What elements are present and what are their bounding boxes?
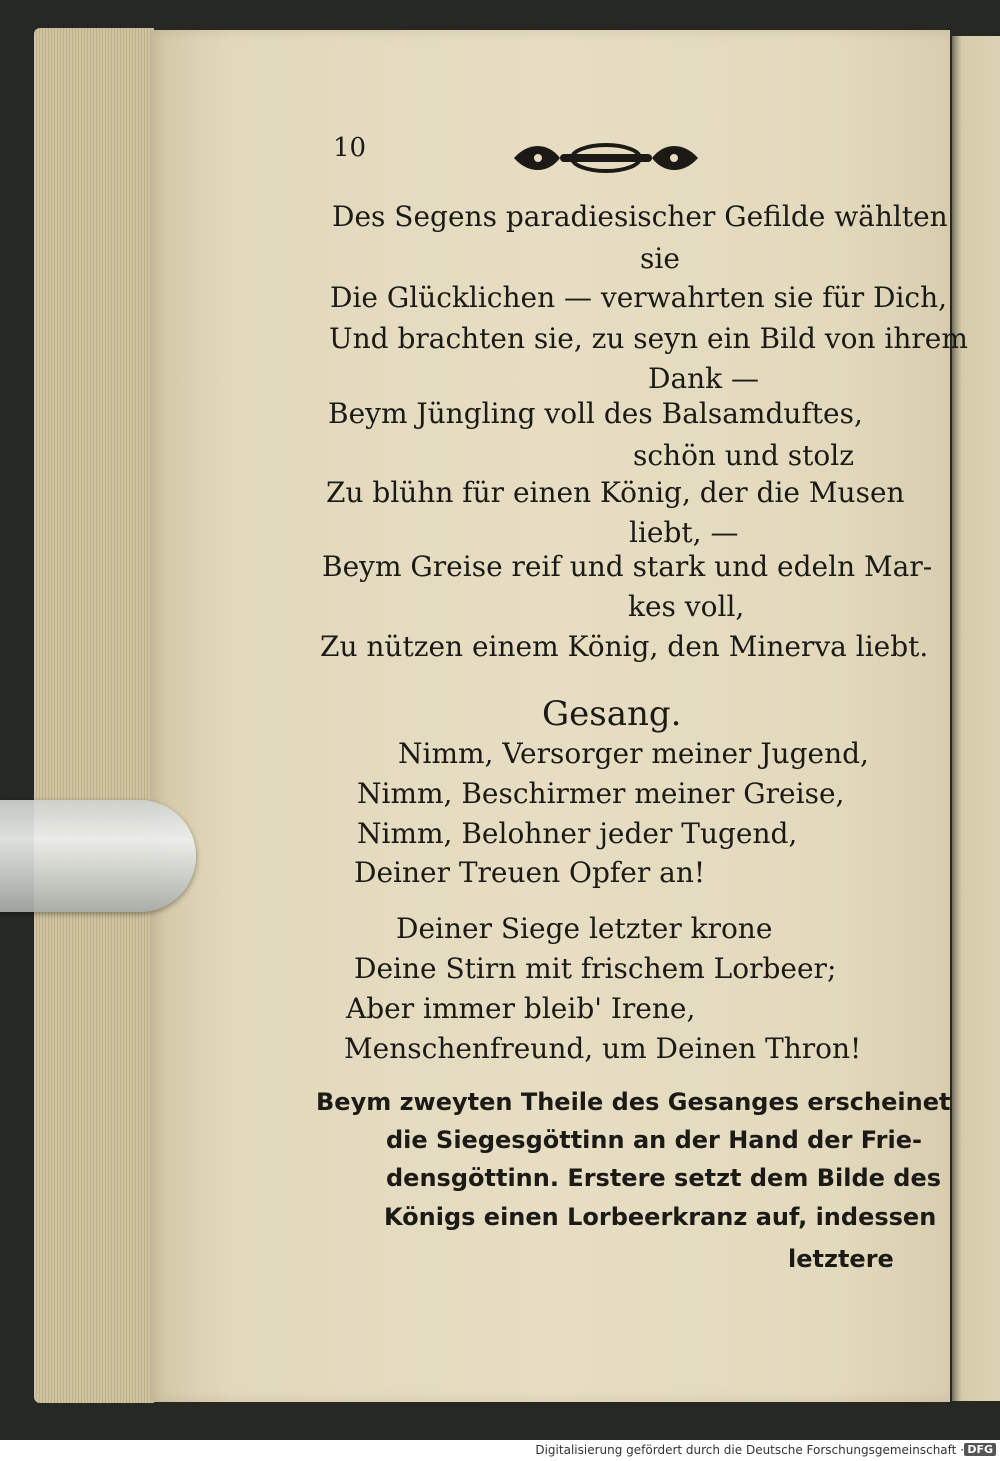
catchword: letztere: [788, 1245, 894, 1273]
text-line: Zu blühn für einen König, der die Musen: [326, 476, 905, 509]
verse-line: Nimm, Versorger meiner Jugend,: [398, 737, 869, 770]
text-line: Zu nützen einem König, den Minerva liebt.: [320, 630, 929, 663]
text-line: Die Glücklichen — verwahrten sie für Dich,: [330, 281, 948, 314]
text-line: Und brachten sie, zu seyn ein Bild von ihrem: [329, 322, 968, 355]
stage-direction-line: die Siegesgöttinn an der Hand der Frie-: [386, 1126, 922, 1154]
song-heading: Gesang.: [542, 694, 682, 734]
verse-line: Deiner Treuen Opfer an!: [354, 856, 706, 889]
footer-bar: [0, 1440, 1000, 1461]
text-line: liebt, —: [629, 516, 739, 549]
verse-line: Nimm, Belohner jeder Tugend,: [357, 817, 798, 850]
text-line: Des Segens paradiesischer Gefilde wählten: [332, 200, 948, 233]
stage-direction-line: Königs einen Lorbeerkranz auf, indessen: [384, 1203, 937, 1231]
stage-direction-line: Beym zweyten Theile des Gesanges erscheinet: [316, 1088, 951, 1116]
text-line: sie: [640, 242, 680, 275]
footer-credit: Digitalisierung gefördert durch die Deutsche Forschungsgemeinschaft ·: [535, 1443, 964, 1457]
verse-line: Nimm, Beschirmer meiner Greise,: [357, 777, 845, 810]
verse-line: Deine Stirn mit frischem Lorbeer;: [354, 952, 837, 985]
page-number: 10: [333, 133, 367, 163]
text-line: Beym Greise reif und stark und edeln Mar-: [322, 550, 933, 583]
text-line: kes voll,: [628, 590, 745, 623]
verse-line: Menschenfreund, um Deinen Thron!: [344, 1032, 862, 1065]
verse-line: Aber immer bleib' Irene,: [346, 992, 696, 1025]
page-edges: [34, 28, 154, 1403]
text-line: schön und stolz: [633, 439, 854, 472]
ornament-icon: [508, 140, 704, 176]
verse-line: Deiner Siege letzter krone: [396, 912, 773, 945]
glass-page-clip: [0, 800, 196, 912]
dfg-logo: DFG: [964, 1443, 996, 1456]
stage-direction-line: densgöttinn. Erstere setzt dem Bilde des: [386, 1164, 941, 1192]
facing-page-edge: [952, 36, 1000, 1401]
text-line: Beym Jüngling voll des Balsamduftes,: [328, 397, 863, 430]
text-line: Dank —: [648, 362, 760, 395]
